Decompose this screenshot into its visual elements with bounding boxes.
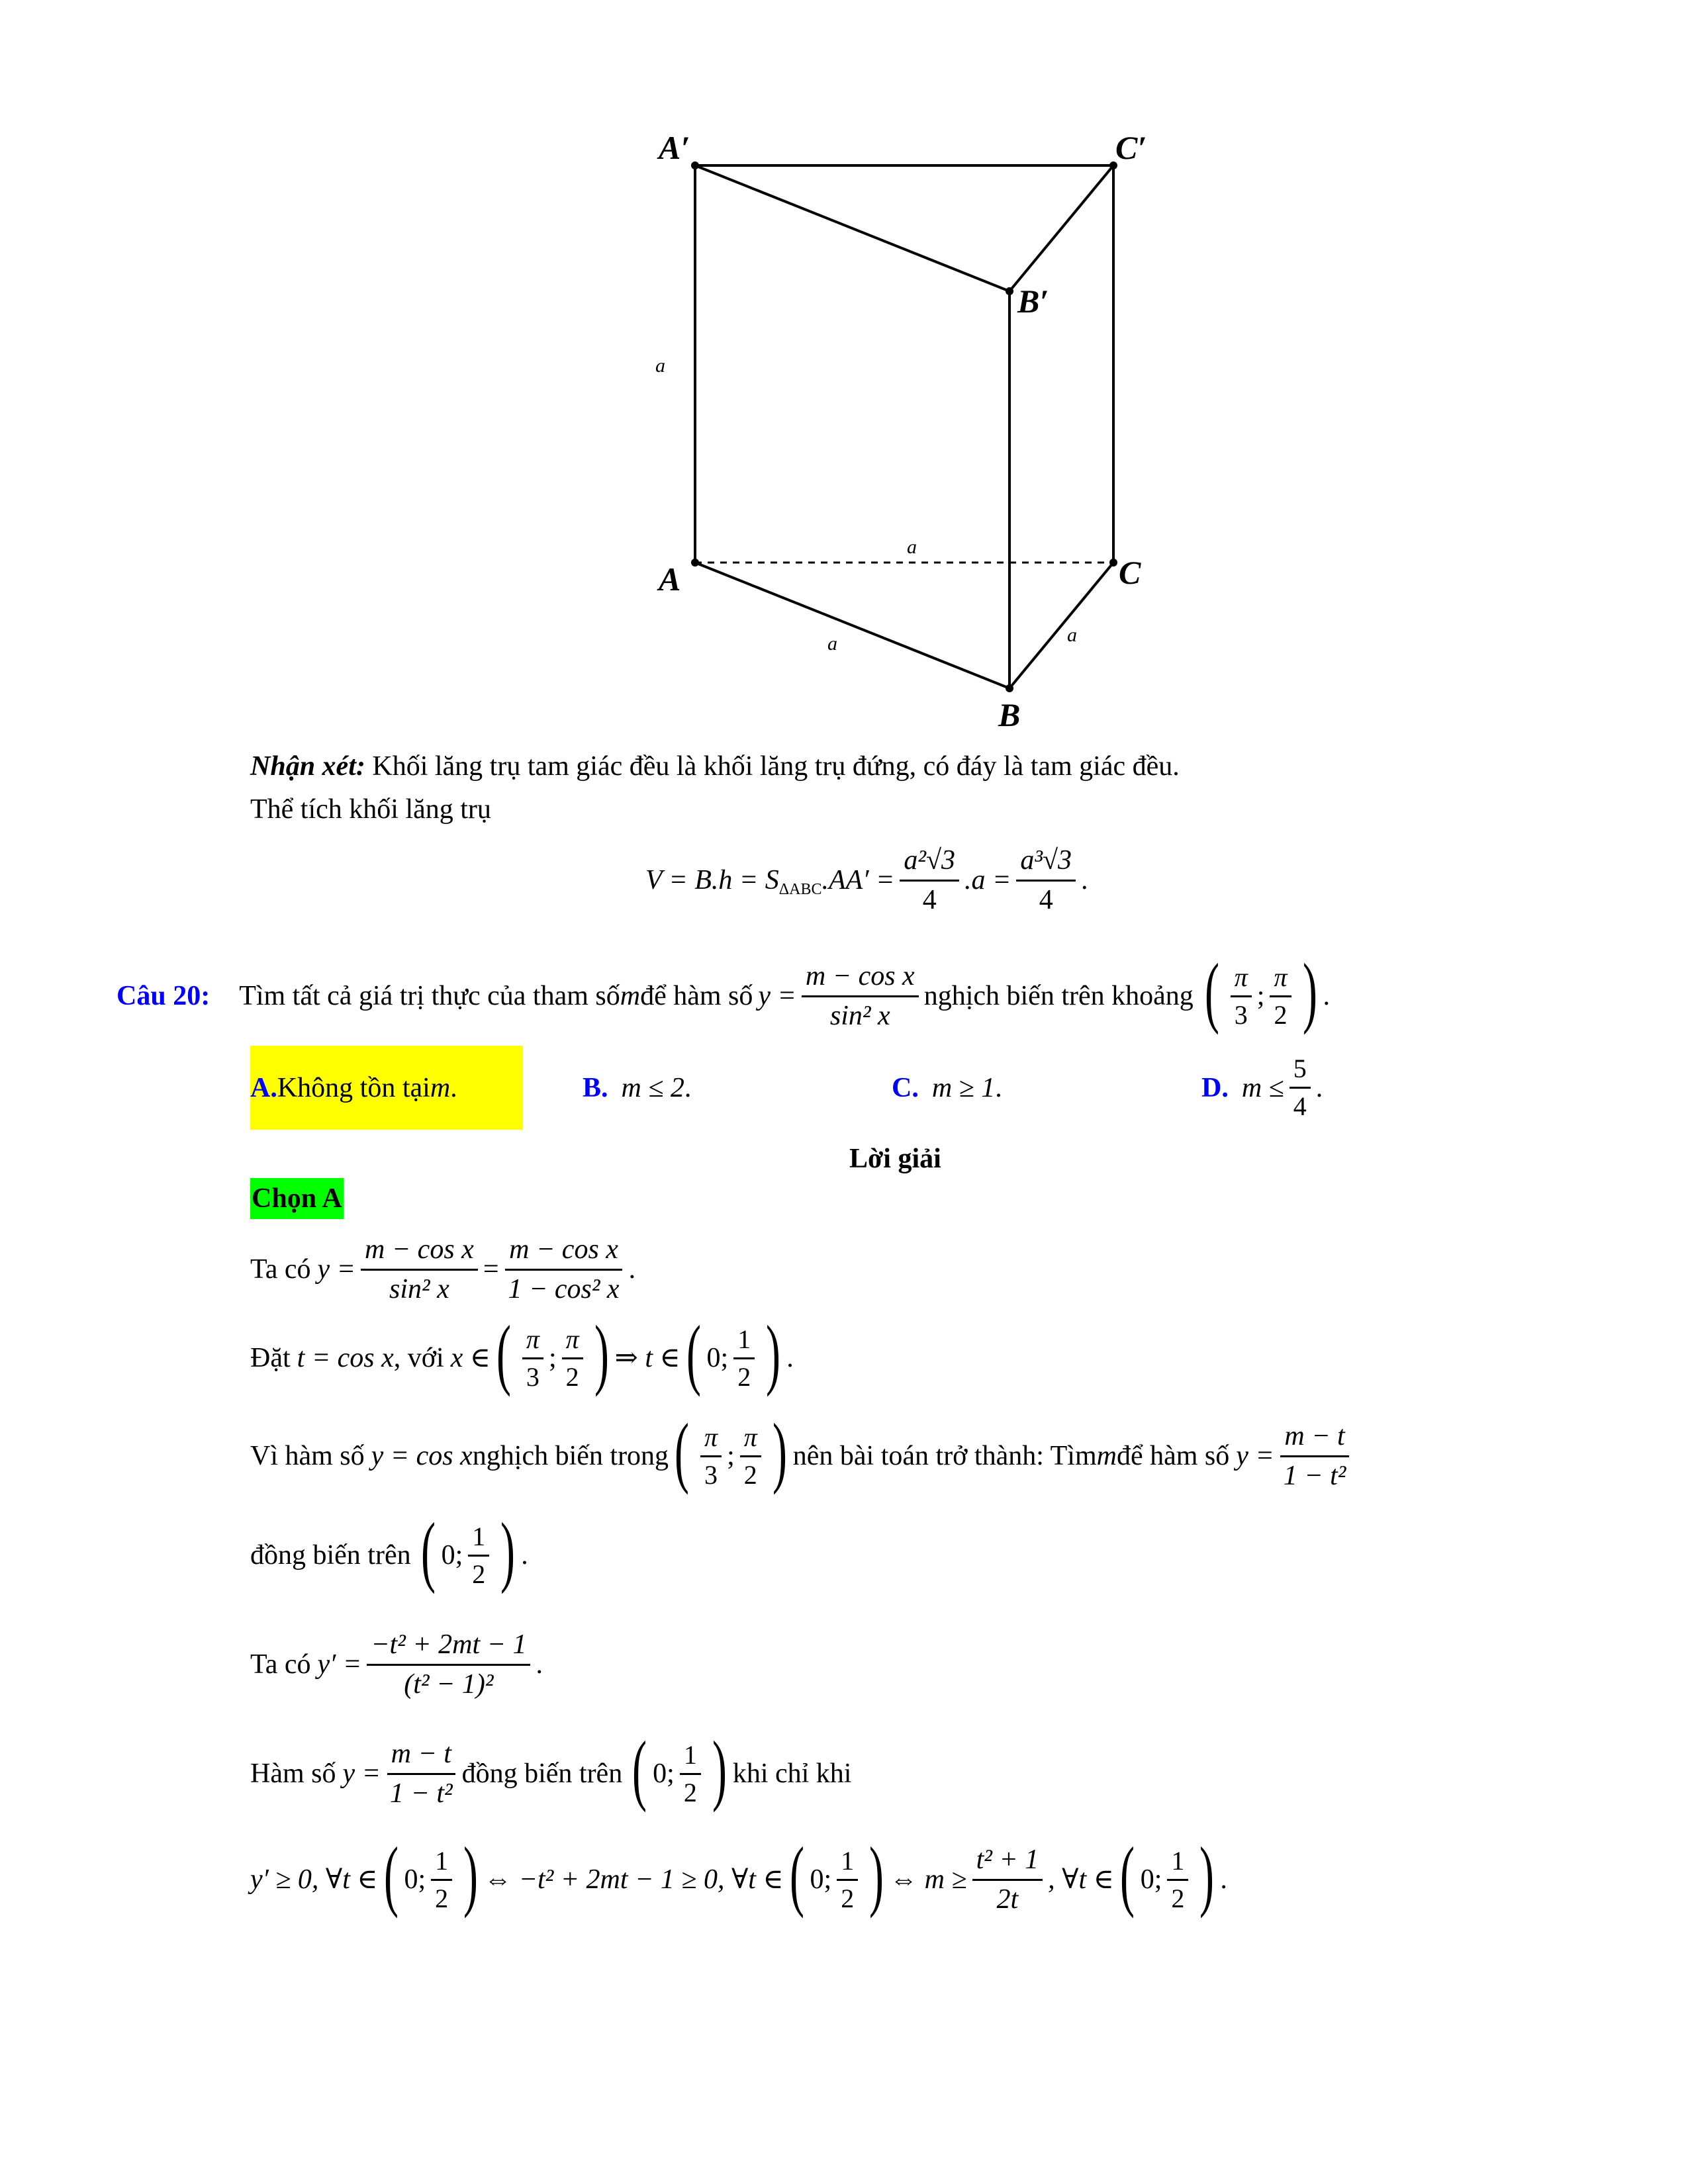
option-b[interactable] [583,1046,691,1130]
l1-f1-num: m − cos x [361,1234,478,1270]
l3-y: y = [1236,1441,1274,1471]
question-number: Câu 20: [117,981,211,1011]
l6-y: y = [342,1758,381,1789]
question-y-eq: y = [758,981,796,1011]
option-a-var: m [430,1072,451,1103]
l3-mid: nghịch biến trong [472,1441,669,1471]
l4-text: đồng biến trên [250,1540,411,1570]
prism-figure [0,0,1688,741]
l7-zero-a: 0; [404,1864,426,1895]
interval-b-num: π [1270,962,1291,997]
l7-zero-b: 0; [810,1864,832,1895]
label-c: C [1119,554,1141,591]
solution-line-7 [250,1831,1227,1919]
l5-y: y′ = [317,1649,362,1680]
edge-a-b [695,563,1009,688]
label-b-top: B′ [1017,283,1049,320]
func-num: m − cos x [802,960,919,997]
l7-a: y′ ≥ 0, ∀t ∈ [250,1864,378,1895]
remark-line2: Thể tích khối lăng trụ [250,794,491,825]
l7-one-c: 1 [1167,1846,1188,1881]
solution-line-5 [250,1615,543,1714]
l1-text: Ta có [250,1254,311,1285]
formula-mid: .AA′ = [821,865,895,895]
l3-after2: để hàm số [1116,1441,1230,1471]
l6-two: 2 [683,1777,697,1807]
l3-after: nên bài toán trở thành: Tìm [792,1441,1097,1471]
l5-end: . [536,1649,543,1680]
remark-text: Khối lăng trụ tam giác đều là khối lăng trụ đứng, có đáy là tam giác đều. [365,751,1180,782]
l6-one: 1 [680,1740,701,1775]
l3-interval: ( $\frac{\pi}{3}$ ; $\frac{\pi}{2}$ ) [675,1407,787,1495]
formula-end: . [1081,865,1088,895]
question-text-after: nghịch biến trên khoảng [923,981,1194,1011]
label-c-top: C′ [1115,129,1147,166]
l2-interval2: ( 0; $\frac{1}{2}$ ) [686,1309,781,1397]
l7-iff2: ⇔ m ≥ [890,1864,967,1895]
l2-three: 3 [526,1361,539,1392]
l2-two-a: 2 [565,1361,579,1392]
l7-two-a: 2 [435,1883,449,1913]
l2-interval1: ( $\frac{\pi}{3}$ ; $\frac{\pi}{2}$ ) [496,1309,609,1397]
option-d-num: 5 [1289,1054,1311,1089]
l1-end: . [628,1254,636,1285]
solution-line-6 [250,1725,852,1813]
option-b-end: . [684,1072,692,1103]
option-a[interactable] [250,1046,523,1130]
l7-end: . [1220,1864,1227,1895]
l3-text: Vì hàm số [250,1441,365,1471]
l1-f1-den: sin² x [389,1273,449,1304]
solution-line-4 [250,1506,528,1595]
option-c-text: m ≥ 1 [931,1072,996,1103]
l7-one-b: 1 [837,1846,858,1881]
question-interval: ( $\frac{\pi}{3}$ ; $\frac{\pi}{2}$ ) [1204,947,1317,1035]
question-end: . [1323,981,1330,1011]
edge-label-aa: a [655,355,665,377]
frac1-den: 4 [922,884,937,915]
frac1-num: a²√3 [900,844,959,881]
l7-iff1: ⇔ −t² + 2mt − 1 ≥ 0, ∀t ∈ [484,1864,784,1895]
question-function [802,960,919,1032]
l7-interval3: ( 0; $\frac{1}{2}$ ) [1119,1831,1215,1919]
option-d-text: m ≤ [1241,1072,1284,1103]
solution-line-1 [250,1230,635,1309]
label-a-top: A′ [659,129,690,166]
question-var-m: m [620,981,641,1011]
l2-text: Đặt [250,1343,291,1373]
l3-den: 1 − t² [1283,1460,1346,1491]
l3-pi-a: π [700,1422,722,1457]
l2-pi-a: π [522,1324,543,1359]
option-b-label: B. [583,1072,608,1103]
l6-mid: đồng biến trên [461,1758,623,1789]
l7-zero-c: 0; [1140,1864,1162,1895]
vertex-a-top [691,161,699,169]
l7-two-c: 2 [1171,1883,1185,1913]
option-c-end: . [995,1072,1002,1103]
l6-den: 1 − t² [389,1778,453,1809]
formula-mid2: .a = [964,865,1011,895]
vertex-a [691,559,699,567]
solution-title: Lời giải [849,1144,941,1174]
option-c[interactable] [892,1046,1002,1130]
edge-a-top-b-top [695,165,1009,291]
l4-interval: ( 0; $\frac{1}{2}$ ) [420,1506,516,1594]
l2-x: x ∈ [450,1343,491,1373]
l6-frac [386,1738,457,1809]
option-d-frac [1289,1054,1311,1122]
l1-frac2 [504,1234,624,1305]
option-a-text: Không tồn tại [277,1072,430,1103]
l1-y: y = [317,1254,355,1285]
l7-den: 2t [996,1884,1019,1915]
formula-frac1 [900,844,959,916]
interval-a-den: 3 [1234,999,1248,1030]
label-a: A [659,561,681,598]
l1-frac1 [361,1234,478,1305]
label-b: B [998,696,1021,733]
edge-c-top-b-top [1009,165,1113,291]
l7-num: t² + 1 [972,1844,1043,1880]
solution-choice: Chọn A [250,1178,344,1219]
vertex-b-top [1006,287,1013,295]
formula-lhs: V = B.h = S [645,865,779,895]
formula-frac2 [1016,844,1076,916]
remark-line [250,752,1180,780]
l1-eq: = [483,1254,499,1285]
interval-b [1270,962,1291,1030]
l7-frac [972,1844,1043,1915]
l6-num: m − t [387,1738,455,1774]
l7-one-a: 1 [431,1846,452,1881]
l6-end: khi chỉ khi [732,1758,852,1789]
l3-num: m − t [1280,1420,1348,1457]
option-a-end: . [450,1072,457,1103]
option-c-label: C. [892,1072,919,1103]
edge-c-b [1009,563,1113,688]
option-d[interactable] [1201,1046,1323,1130]
l4-zero: 0; [441,1540,463,1570]
interval-b-den: 2 [1274,999,1288,1030]
l5-num: −t² + 2mt − 1 [367,1629,530,1665]
frac2-num: a³√3 [1016,844,1076,881]
l1-f2-den: 1 − cos² x [508,1273,620,1304]
option-d-end: . [1315,1072,1323,1103]
interval-a-num: π [1231,962,1252,997]
question-text-before: Tìm tất cả giá trị thực của tham số [239,981,620,1011]
l2-zero: 0; [706,1343,729,1373]
l1-f2-num: m − cos x [505,1234,622,1270]
option-d-den: 4 [1293,1091,1307,1121]
l2-expr: t = cos x [297,1343,394,1373]
l5-den: (t² − 1)² [404,1668,494,1700]
formula-sub: ΔABC [778,881,822,898]
l3-two: 2 [743,1459,757,1490]
func-den: sin² x [829,1000,890,1031]
l3-m: m [1096,1441,1117,1471]
l5-frac [367,1629,530,1700]
l7-two-b: 2 [841,1883,855,1913]
l5-text: Ta có [250,1649,311,1680]
l2-two-b: 2 [737,1361,751,1392]
l7-interval2: ( 0; $\frac{1}{2}$ ) [789,1831,884,1919]
l6-zero: 0; [653,1758,675,1789]
vertex-b [1006,684,1013,692]
l3-pi-b: π [740,1422,761,1457]
l7-interval1: ( 0; $\frac{1}{2}$ ) [383,1831,479,1919]
l3-frac [1280,1420,1350,1492]
remark-label: Nhận xét: [250,751,365,782]
solution-line-2 [250,1309,794,1398]
l7-forall: , ∀t ∈ [1048,1864,1114,1895]
option-a-label: A. [250,1072,277,1103]
frac2-den: 4 [1039,884,1053,915]
question-line [117,947,1330,1036]
l2-end: . [786,1343,794,1373]
l4-one: 1 [468,1522,489,1557]
l2-pi-b: π [562,1324,583,1359]
l4-two: 2 [472,1559,486,1589]
option-d-label: D. [1201,1072,1229,1103]
option-b-text: m ≤ 2 [621,1072,684,1103]
l3-expr: y = cos x [371,1441,473,1471]
question-text-mid: để hàm số [640,981,753,1011]
l6-text: Hàm số [250,1758,336,1789]
volume-formula [645,841,1088,920]
l4-end: . [521,1540,528,1570]
l2-with: , với [393,1343,444,1373]
solution-line-3 [250,1407,1355,1496]
edge-label-bc: a [1067,624,1077,646]
edge-label-ac: a [907,536,917,558]
vertex-c [1109,559,1117,567]
edge-label-ab: a [827,633,837,655]
l2-one: 1 [733,1324,755,1359]
l3-three: 3 [704,1459,718,1490]
l6-interval: ( 0; $\frac{1}{2}$ ) [632,1725,727,1813]
l2-implies: ⇒ t ∈ [614,1343,680,1373]
interval-a [1231,962,1252,1030]
